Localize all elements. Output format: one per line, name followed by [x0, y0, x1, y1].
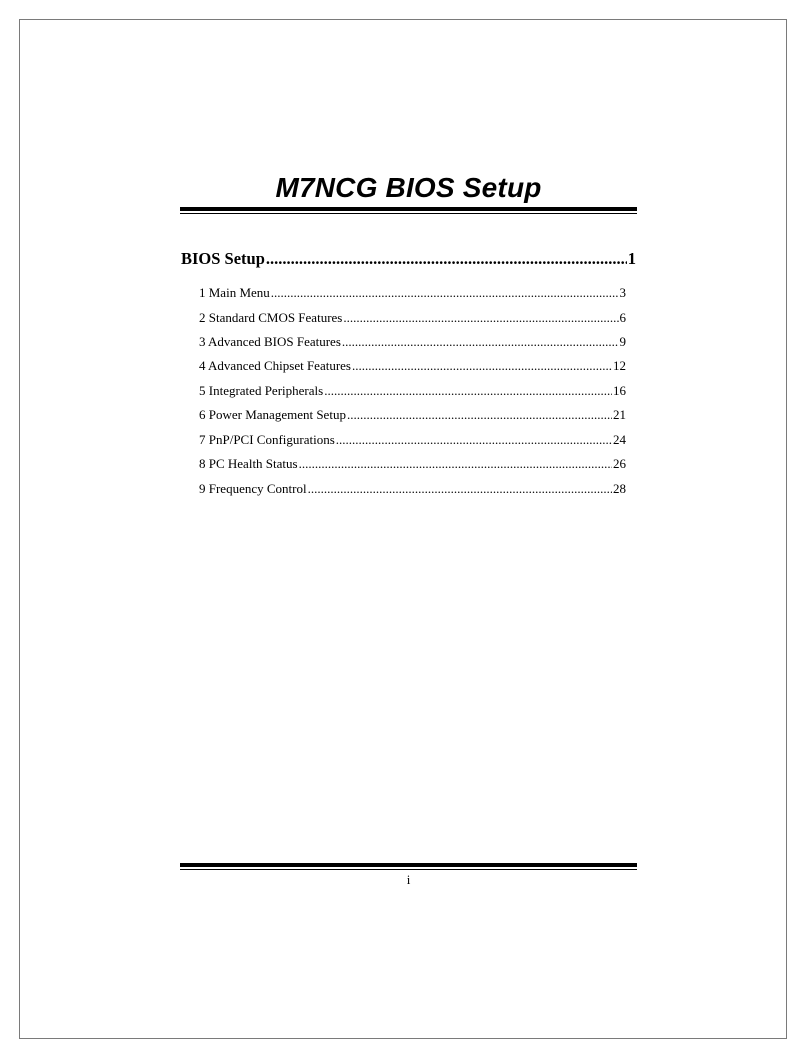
toc-leader — [352, 358, 612, 374]
page-number: i — [406, 872, 411, 887]
title-rule-thick — [180, 207, 637, 211]
toc-entry-standard-cmos[interactable] — [199, 310, 626, 326]
toc-entry-page: 3 — [619, 285, 626, 300]
toc-main-entry[interactable] — [181, 249, 636, 269]
toc-entry-power-management[interactable] — [199, 407, 626, 423]
toc-entry-page: 12 — [613, 358, 626, 373]
toc-entry-pnp-pci[interactable] — [199, 432, 626, 448]
toc-leader — [271, 285, 619, 301]
toc-entry-label: 2 Standard CMOS Features — [199, 310, 343, 325]
toc-entry-advanced-chipset[interactable] — [199, 358, 626, 374]
toc-leader — [299, 456, 612, 472]
toc-leader — [266, 249, 627, 269]
toc-entry-label: 5 Integrated Peripherals — [199, 383, 324, 398]
toc-main-label: BIOS Setup — [181, 249, 265, 268]
toc-leader — [308, 481, 612, 497]
toc-entry-integrated-peripherals[interactable] — [199, 383, 626, 399]
toc-entry-page: 9 — [619, 334, 626, 349]
toc-leader — [336, 432, 612, 448]
toc-leader — [343, 310, 618, 326]
toc-entry-label: 4 Advanced Chipset Features — [199, 358, 351, 373]
toc-entry-label: 7 PnP/PCI Configurations — [199, 432, 335, 447]
toc-entry-page: 26 — [613, 456, 626, 471]
toc-entry-label: 8 PC Health Status — [199, 456, 298, 471]
toc-main-page: 1 — [627, 249, 636, 268]
toc-entry-label: 1 Main Menu — [199, 285, 270, 300]
toc-entry-advanced-bios[interactable] — [199, 334, 626, 350]
toc-leader — [347, 407, 612, 423]
toc-entry-frequency-control[interactable] — [199, 481, 626, 497]
title-rule-thin — [180, 213, 637, 214]
toc-entry-page: 16 — [613, 383, 626, 398]
toc-entry-label: 9 Frequency Control — [199, 481, 307, 496]
toc-entry-label: 6 Power Management Setup — [199, 407, 346, 422]
toc-entry-page: 24 — [613, 432, 626, 447]
toc-entry-main-menu[interactable] — [199, 285, 626, 301]
toc-entry-page: 6 — [619, 310, 626, 325]
toc-leader — [324, 383, 612, 399]
toc-entry-page: 28 — [613, 481, 626, 496]
footer-rule-thin — [180, 869, 637, 870]
toc-leader — [342, 334, 619, 350]
toc-entry-label: 3 Advanced BIOS Features — [199, 334, 341, 349]
footer-rule-thick — [180, 863, 637, 867]
toc-entry-pc-health[interactable] — [199, 456, 626, 472]
toc-entry-page: 21 — [613, 407, 626, 422]
page-title: M7NCG BIOS Setup — [275, 172, 542, 203]
